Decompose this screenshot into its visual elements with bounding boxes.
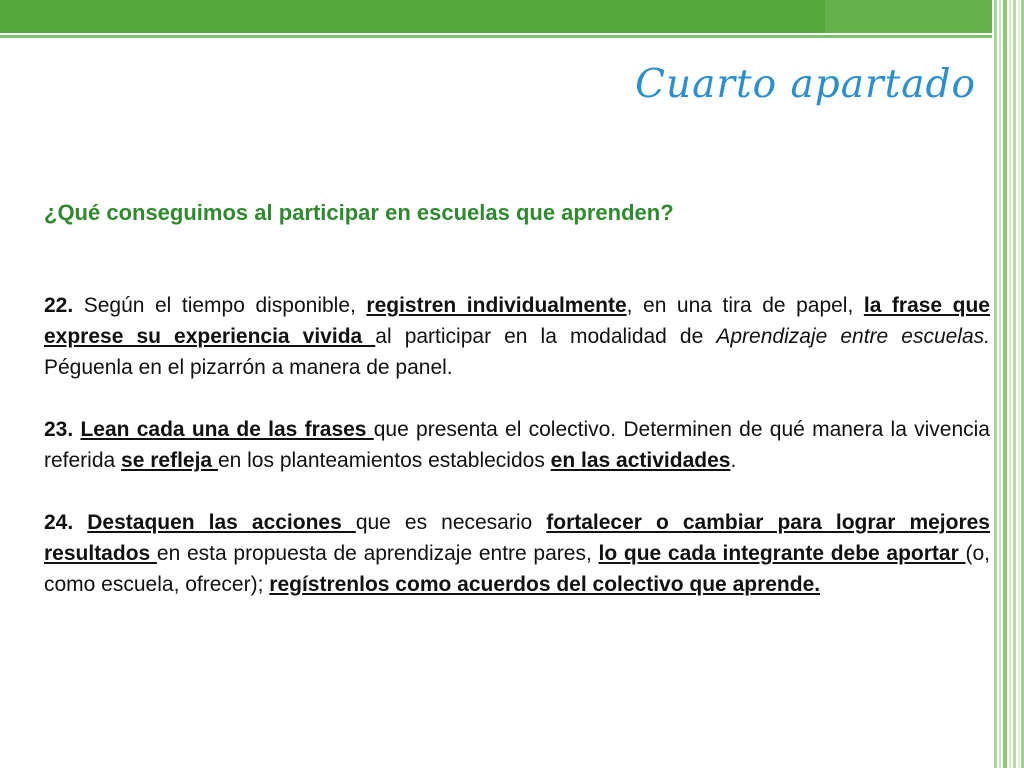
emphasis-segment: regístrenlos como acuerdos del colectivo que aprende. [269,573,821,596]
right-decorative-stripes [994,0,1024,768]
text-segment: , en una tira de papel, [626,294,864,317]
top-decorative-line [0,35,992,38]
text-segment: que es necesario [355,511,547,534]
emphasis-segment: en las actividades [550,449,731,472]
text-segment: . [730,449,737,472]
activity-item [44,290,990,383]
text-segment [73,511,87,534]
text-segment: en esta propuesta de aprendizaje entre pares, [156,542,599,565]
emphasis-segment: lo que cada integrante debe aportar [598,542,966,565]
activity-number: 22. [44,294,74,317]
italic-segment: Aprendizaje entre escuelas. [716,325,990,348]
text-segment: Péguenla en el pizarrón a manera de panel. [44,356,453,379]
top-bar-accent [825,0,992,33]
text-segment: (o, como escuela, ofrecer); [44,542,990,596]
text-segment: en los planteamientos establecidos [217,449,551,472]
slide-title: Cuarto apartado [635,62,976,107]
activity-item [44,507,990,600]
emphasis-segment: registren individualmente [366,294,627,317]
activity-number: 23. [44,418,74,441]
text-segment: que presenta el colectivo. Determinen de qué manera la vivencia referida [44,418,990,472]
emphasis-segment: fortalecer o cambiar para lograr mejores resultados [44,511,990,565]
emphasis-segment: se refleja [121,449,218,472]
activity-number: 24. [44,511,74,534]
activity-list [44,290,990,631]
activity-item [44,414,990,476]
emphasis-segment: la frase que exprese su experiencia vivida [44,294,990,348]
emphasis-segment: Lean cada una de las frases [80,418,374,441]
text-segment: al participar en la modalidad de [375,325,717,348]
emphasis-segment: Destaquen las acciones [87,511,356,534]
section-question: ¿Qué conseguimos al participar en escuelas que aprenden? [44,200,674,225]
text-segment: Según el tiempo disponible, [73,294,367,317]
